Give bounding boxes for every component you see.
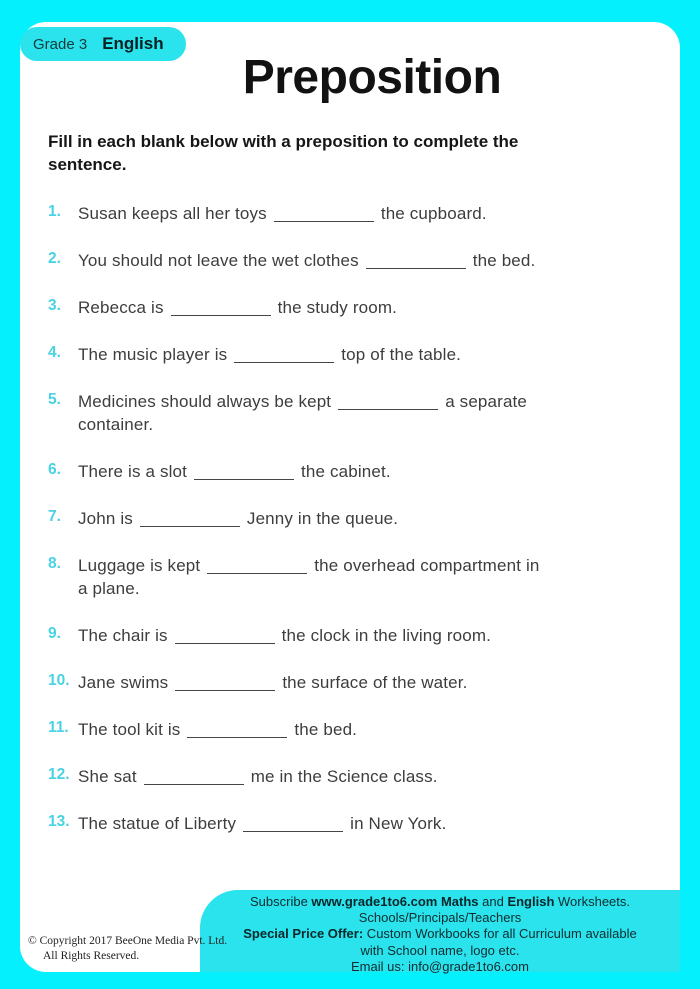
sentence-after: the study room. xyxy=(277,298,398,317)
footer-audience-line: Schools/Principals/Teachers xyxy=(358,910,522,926)
item-number: 2. xyxy=(48,250,61,267)
footer-promo xyxy=(200,890,680,972)
sentence-continuation: a plane. xyxy=(78,579,140,598)
worksheet-item xyxy=(48,765,665,788)
sentence-text xyxy=(78,765,438,788)
instruction-text: Fill in each blank below with a preposition to complete the sentence. xyxy=(48,132,519,174)
item-number: 1. xyxy=(48,203,61,220)
sentence-before: Luggage is kept xyxy=(78,556,201,575)
sentence-after: the clock in the living room. xyxy=(281,626,492,645)
worksheet-item xyxy=(48,343,665,366)
grade-subject-badge xyxy=(20,27,186,61)
fill-blank xyxy=(144,771,244,785)
fill-blank xyxy=(207,560,307,574)
fill-blank xyxy=(194,466,294,480)
footer-offer-text: Custom Workbooks for all Curriculum available xyxy=(363,926,637,942)
sentence-after: the bed. xyxy=(472,251,536,270)
item-number: 12. xyxy=(48,766,70,783)
sentence-after: the cupboard. xyxy=(380,204,487,223)
item-number: 5. xyxy=(48,391,61,408)
fill-blank xyxy=(274,208,374,222)
sentence-text xyxy=(78,343,461,366)
sentence-text xyxy=(78,507,398,530)
fill-blank xyxy=(243,818,343,832)
item-number: 3. xyxy=(48,297,61,314)
sentence-before: Jane swims xyxy=(78,673,169,692)
sentence-text xyxy=(78,671,468,694)
worksheet-item xyxy=(48,202,665,225)
sentence-before: Susan keeps all her toys xyxy=(78,204,267,223)
footer-subscribe-line xyxy=(208,894,672,910)
grade-label: Grade 3 xyxy=(33,35,88,53)
worksheet-item xyxy=(48,624,665,647)
sentence-after: in New York. xyxy=(350,814,447,833)
footer-subscribe-suffix: Worksheets. xyxy=(554,894,631,909)
worksheet-item xyxy=(48,249,665,272)
sentence-before: Medicines should always be kept xyxy=(78,392,332,411)
worksheet-item xyxy=(48,554,665,600)
sentence-before: You should not leave the wet clothes xyxy=(78,251,359,270)
worksheet-item xyxy=(48,671,665,694)
sentence-after: top of the table. xyxy=(341,345,462,364)
fill-blank xyxy=(187,724,287,738)
sentence-before: Rebecca is xyxy=(78,298,164,317)
worksheet-card xyxy=(20,22,680,972)
sentence-before: She sat xyxy=(78,767,137,786)
fill-blank xyxy=(175,677,275,691)
sentence-before: There is a slot xyxy=(78,462,188,481)
sentence-after: a separate xyxy=(445,392,528,411)
sentence-text xyxy=(78,202,487,225)
item-number: 11. xyxy=(48,719,69,736)
sentence-before: The chair is xyxy=(78,626,168,645)
sentence-after: the overhead compartment in xyxy=(314,556,540,575)
footer-subscribe-mid: and xyxy=(478,894,508,909)
fill-blank xyxy=(366,255,466,269)
footer-offer-label: Special Price Offer: xyxy=(243,926,364,942)
footer-email-line: Email us: info@grade1to6.com xyxy=(351,958,529,974)
sentence-text xyxy=(78,249,535,272)
item-number: 8. xyxy=(48,555,61,572)
item-number: 9. xyxy=(48,625,61,642)
sentence-before: The tool kit is xyxy=(78,720,181,739)
worksheet-item xyxy=(48,718,665,741)
worksheet-item xyxy=(48,507,665,530)
page-title: Preposition xyxy=(242,51,502,104)
copyright-notice xyxy=(28,934,227,964)
fill-blank xyxy=(234,349,334,363)
fill-blank xyxy=(338,396,438,410)
footer-offer-line xyxy=(208,926,672,942)
fill-blank xyxy=(140,513,240,527)
sentence-after: the bed. xyxy=(294,720,358,739)
question-list xyxy=(48,202,665,835)
sentence-before: John is xyxy=(78,509,133,528)
worksheet-item xyxy=(48,460,665,483)
sentence-text xyxy=(78,296,397,319)
worksheet-item xyxy=(48,390,665,436)
sentence-text xyxy=(78,624,491,647)
sentence-continuation: container. xyxy=(78,415,154,434)
worksheet-item xyxy=(48,296,665,319)
sentence-after: the surface of the water. xyxy=(282,673,468,692)
sentence-text xyxy=(78,460,391,483)
footer-subscribe-prefix: Subscribe xyxy=(249,894,312,909)
sentence-after: the cabinet. xyxy=(301,462,391,481)
item-number: 7. xyxy=(48,508,61,525)
item-number: 13. xyxy=(48,813,70,830)
item-number: 10. xyxy=(48,672,70,689)
footer-english: English xyxy=(507,894,555,909)
worksheet-item xyxy=(48,812,665,835)
item-number: 4. xyxy=(48,344,61,361)
subject-label: English xyxy=(102,34,164,53)
sentence-after: Jenny in the queue. xyxy=(246,509,399,528)
sentence-after: me in the Science class. xyxy=(250,767,438,786)
item-number: 6. xyxy=(48,461,61,478)
footer-site-maths: www.grade1to6.com Maths xyxy=(311,894,479,909)
sentence-before: The music player is xyxy=(78,345,228,364)
copyright-line1: © Copyright 2017 BeeOne Media Pvt. Ltd. xyxy=(28,935,228,947)
fill-blank xyxy=(175,630,275,644)
copyright-line2: All Rights Reserved. xyxy=(43,950,140,962)
sentence-text xyxy=(78,390,527,436)
fill-blank xyxy=(171,302,271,316)
sentence-text xyxy=(78,812,446,835)
sentence-text xyxy=(78,554,539,600)
sentence-text xyxy=(78,718,357,741)
footer-school-line: with School name, logo etc. xyxy=(360,942,520,958)
sentence-before: The statue of Liberty xyxy=(78,814,237,833)
